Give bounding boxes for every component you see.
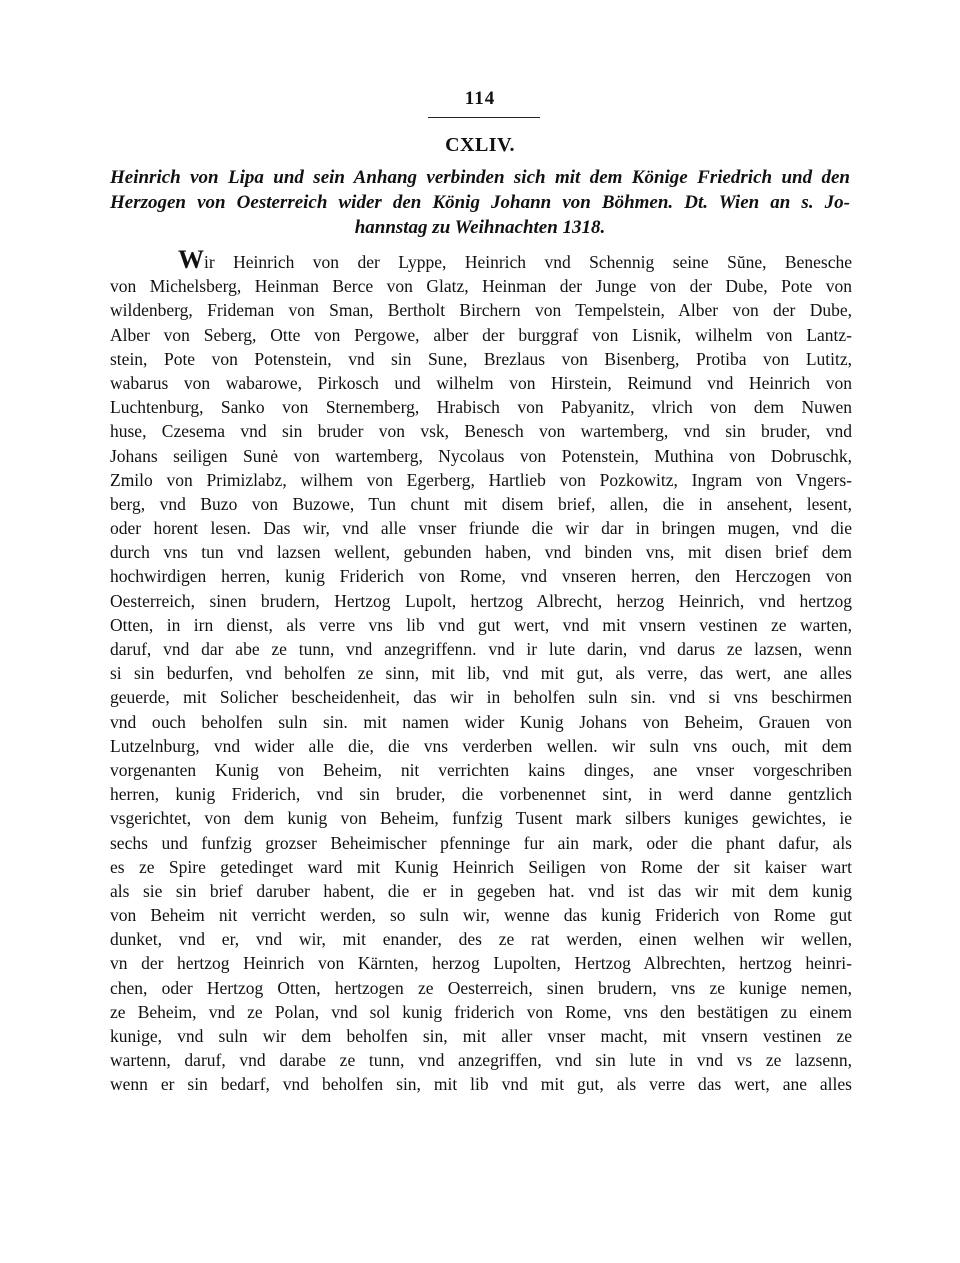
body-line: Alber von Seberg, Otte von Pergowe, alber der burggraf von Lisnik, wilhelm von Lantz- [110,324,852,345]
body-line: Otten, in irn dienst, als verre vns lib vnd gut wert, vnd mit vnsern vestinen ze warten, [110,614,852,635]
body-line: wartenn, daruf, vnd darabe ze tunn, vnd anzegriffen, vnd sin lute in vnd vs ze lazsenn, [110,1050,852,1071]
body-line: geuerde, mit Solicher bescheidenheit, das wir in beholfen suln sin. vnd si vns beschirmen [110,687,852,708]
initial-letter: W [178,245,204,274]
first-line-text: ir Heinrich von der Lyppe, Heinrich vnd Schennig seine Sŭne, Benesche [204,252,852,272]
body-line: wabarus von wabarowe, Pirkosch und wilhelm von Hirstein, Reimund vnd Heinrich von [110,372,852,393]
body-line: Zmilo von Primizlabz, wilhem von Egerberg, Hartlieb von Pozkowitz, Ingram von Vngers- [110,469,852,490]
body-line: dunket, vnd er, vnd wir, mit enander, des ze rat werden, einen welhen wir wellen, [110,929,852,950]
heading-line: Heinrich von Lipa und sein Anhang verbinden sich mit dem Könige Friedrich und den [110,167,850,188]
body-line: von Michelsberg, Heinman Berce von Glatz, Heinman der Junge von der Dube, Pote von [110,276,852,297]
body-line: Johans seiligen Sunė von wartemberg, Nycolaus von Potenstein, Muthina von Dobruschk, [110,445,852,466]
body-line: von Beheim nit verricht werden, so suln wir, wenne das kunig Friderich von Rome gut [110,905,852,926]
body-line: huse, Czesema vnd sin bruder von vsk, Benesch von wartemberg, vnd sin bruder, vnd [110,421,852,442]
body-line: vorgenanten Kunig von Beheim, nit verrichten kains dinges, ane vnser vorgeschriben [110,759,852,780]
body-line: vsgerichtet, von dem kunig von Beheim, funfzig Tusent mark silbers kuniges gewichtes, ie [110,808,852,829]
body-first-line [110,245,852,274]
body-line: wenn er sin bedarf, vnd beholfen sin, mit lib vnd mit gut, als verre das wert, ane alles [110,1074,852,1095]
body-line: es ze Spire getedinget ward mit Kunig Heinrich Seiligen von Rome der sit kaiser wart [110,856,852,877]
body-line: als sie sin brief daruber habent, die er in gegeben hat. vnd ist das wir mit dem kunig [110,880,852,901]
body-line: berg, vnd Buzo von Buzowe, Tun chunt mit disem brief, allen, die in ansehent, lesent, [110,493,852,514]
document-heading [110,165,850,240]
body-line: durch vns tun vnd lazsen wellent, gebunden haben, vnd binden vns, mit disen brief dem [110,542,852,563]
body-line: oder horent lesen. Das wir, vnd alle vnser friunde die wir dar in bringen mugen, vnd die [110,518,852,539]
body-line: ze Beheim, vnd ze Polan, vnd sol kunig friderich von Rome, vns den bestätigen zu einem [110,1001,852,1022]
body-line: si sin bedurfen, vnd beholfen ze sinn, mit lib, vnd mit gut, als verre, das wert, ane alles [110,663,852,684]
body-line: hochwirdigen herren, kunig Friderich von Rome, vnd vnseren herren, den Herczogen von [110,566,852,587]
body-line: kunige, vnd suln wir dem beholfen sin, mit aller vnser macht, mit vnsern vestinen ze [110,1026,852,1046]
page-number: 114 [464,88,496,109]
body-line: vn der hertzog Heinrich von Kärnten, herzog Lupolten, Hertzog Albrechten, hertzog heinri- [110,953,852,974]
header-rule [428,117,540,118]
body-line: herren, kunig Friderich, vnd sin bruder, die vorbenennet sint, in werd danne gentzlich [110,784,852,805]
heading-line: hannstag zu Weihnachten 1318. [354,217,606,238]
body-line: daruf, vnd dar abe ze tunn, vnd anzegriffenn. vnd ir lute darin, vnd darus ze lazsen, wenn [110,639,852,659]
body-line: sechs und funfzig grozser Beheimischer pfenninge fur ain mark, oder die phant dafur, als [110,832,852,853]
heading-line: Herzogen von Oesterreich wider den König Johann von Böhmen. Dt. Wien an s. Jo- [110,192,850,213]
body-line: Luchtenburg, Sanko von Sternemberg, Hrabisch von Pabyanitz, vlrich von dem Nuwen [110,397,852,418]
body-line: chen, oder Hertzog Otten, hertzogen ze Oesterreich, sinen brudern, vns ze kunige nemen, [110,977,852,998]
body-line: vnd ouch beholfen suln sin. mit namen wider Kunig Johans von Beheim, Grauen von [110,711,852,732]
body-text [110,245,852,1097]
document-number: CXLIV. [445,134,515,156]
body-line: wildenberg, Frideman von Sman, Bertholt Birchern von Tempelstein, Alber von der Dube, [110,300,852,321]
body-line: Oesterreich, sinen brudern, Hertzog Lupolt, hertzog Albrecht, herzog Heinrich, vnd hertzog [110,590,852,611]
body-line: stein, Pote von Potenstein, vnd sin Sune, Brezlaus von Bisenberg, Protiba von Lutitz, [110,348,852,369]
body-line: Lutzelnburg, vnd wider alle die, die vns verderben wellen. wir suln vns ouch, mit dem [110,735,852,756]
